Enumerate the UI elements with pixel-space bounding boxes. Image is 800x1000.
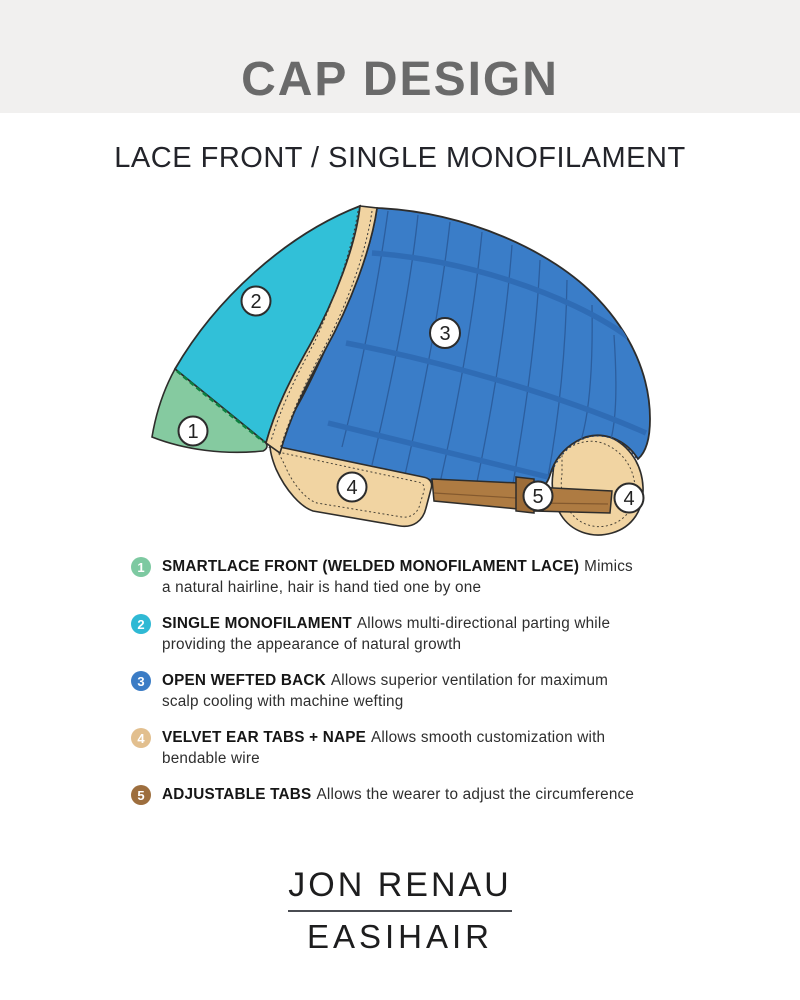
legend-desc-5: Allows the wearer to adjust the circumference <box>316 786 635 803</box>
callout-2 <box>242 287 271 316</box>
brand-name-easihair: EASIHAIR <box>306 918 494 955</box>
legend-badge-3: 3 <box>131 671 151 691</box>
callout-3 <box>430 318 460 348</box>
brand-name-jon-renau: JON RENAU <box>288 866 512 904</box>
svg-text:5: 5 <box>532 486 544 508</box>
legend-badge-2: 2 <box>131 614 151 634</box>
legend-desc-2: Allows multi-directional parting while providing the appearance of natural growth <box>162 615 611 653</box>
legend-item-velvet-ear-tabs <box>131 727 636 769</box>
callout-4-nape <box>615 484 644 513</box>
legend-item-smartlace-front <box>131 556 636 598</box>
callout-1 <box>179 417 208 446</box>
legend-item-open-wefted-back <box>131 670 636 712</box>
svg-text:4: 4 <box>623 488 635 510</box>
legend-term-5: ADJUSTABLE TABS <box>162 786 312 803</box>
callout-4-ear <box>338 473 367 502</box>
legend-desc-1: Mimics a natural hairline, hair is hand tied one by one <box>162 558 633 596</box>
page-title: CAP DESIGN <box>241 53 559 106</box>
legend-badge-4: 4 <box>131 728 151 748</box>
legend-desc-4: Allows smooth customization with bendable wire <box>162 729 606 767</box>
legend-badge-5: 5 <box>131 785 151 805</box>
header-band <box>0 0 800 113</box>
wig-cap-diagram <box>120 195 680 550</box>
legend-text-2 <box>162 613 636 655</box>
brand-divider <box>288 910 512 912</box>
legend-term-4: VELVET EAR TABS + NAPE <box>162 729 366 746</box>
legend-text-1 <box>162 556 636 598</box>
legend-badge-1: 1 <box>131 557 151 577</box>
callout-5 <box>524 482 553 511</box>
svg-text:4: 4 <box>346 477 358 499</box>
legend-text-5 <box>162 784 634 805</box>
legend-text-4 <box>162 727 636 769</box>
legend-desc-3: Allows superior ventilation for maximum scalp cooling with machine wefting <box>162 672 609 710</box>
cap-subtitle: LACE FRONT / SINGLE MONOFILAMENT <box>114 142 686 174</box>
legend-item-single-monofilament <box>131 613 636 655</box>
legend-term-2: SINGLE MONOFILAMENT <box>162 615 352 632</box>
legend-item-adjustable-tabs <box>131 784 636 805</box>
svg-text:3: 3 <box>439 323 451 345</box>
svg-text:1: 1 <box>187 421 199 443</box>
legend-term-1: SMARTLACE FRONT (WELDED MONOFILAMENT LACE) <box>162 558 580 575</box>
legend-text-3 <box>162 670 636 712</box>
legend <box>131 556 636 820</box>
legend-term-3: OPEN WEFTED BACK <box>162 672 326 689</box>
svg-text:2: 2 <box>250 291 262 313</box>
brand-logo <box>0 866 800 956</box>
